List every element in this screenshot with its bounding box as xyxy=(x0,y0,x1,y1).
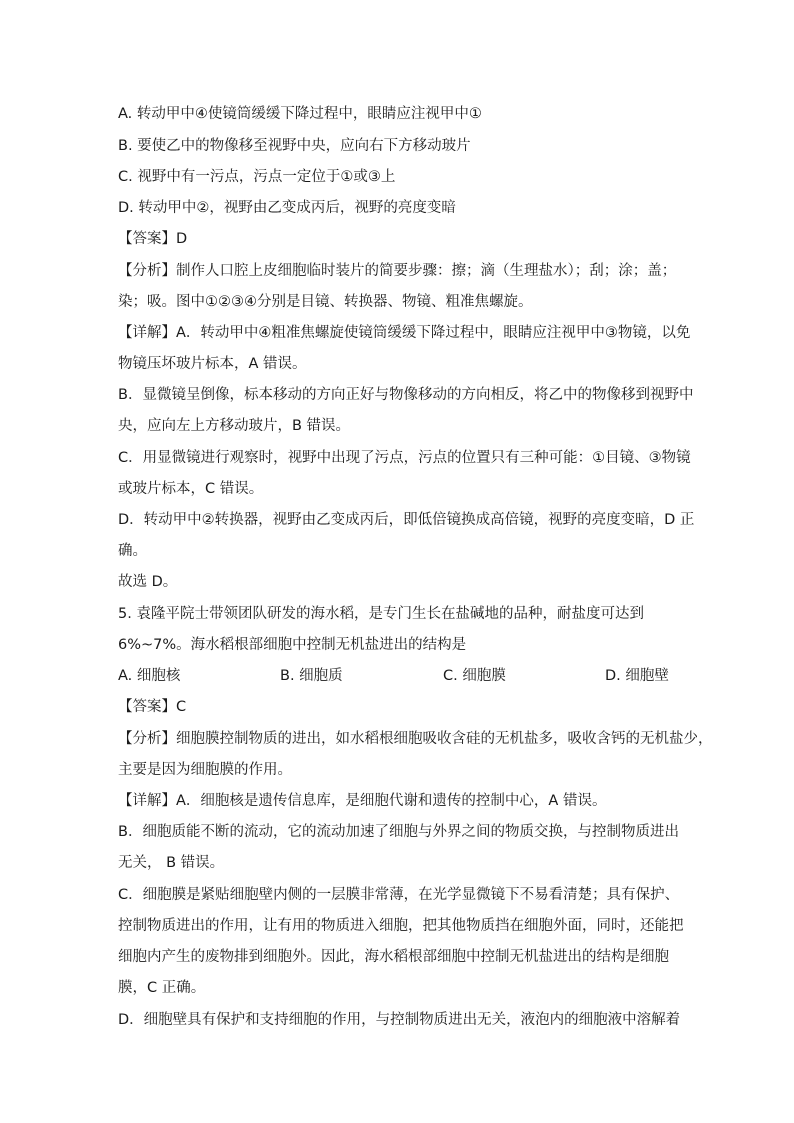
detail2-line-8: D．细胞壁具有保护和支持细胞的作用，与控制物质进出无关，液泡内的细胞液中溶解着 xyxy=(118,1012,681,1028)
question-5-line-1: 5. 袁隆平院士带领团队研发的海水稻，是专门生长在盐碱地的品种，耐盐度可达到 xyxy=(118,606,644,622)
answer-line-2: 【答案】C xyxy=(118,699,187,715)
detail-line-8: 确。 xyxy=(118,543,147,559)
q5-option-c: C. 细胞膜 xyxy=(443,668,506,684)
q5-option-a: A. 细胞核 xyxy=(118,668,181,684)
analysis2-line-1: 【分析】细胞膜控制物质的进出，如水稻根细胞吸收含硅的无机盐多，吸收含钙的无机盐少， xyxy=(118,731,713,747)
detail-line-7: D．转动甲中②转换器，视野由乙变成丙后，即低倍镜换成高倍镜，视野的亮度变暗，D 正 xyxy=(118,512,695,528)
question-5-options xyxy=(118,666,678,686)
detail-line-4: 央，应向左上方移动玻片，B 错误。 xyxy=(118,418,351,434)
analysis2-line-2: 主要是因为细胞膜的作用。 xyxy=(118,762,292,778)
option-c-text: C. 视野中有一污点，污点一定位于①或③上 xyxy=(118,169,396,185)
q5-option-b: B. 细胞质 xyxy=(280,668,343,684)
detail2-line-6: 细胞内产生的废物排到细胞外。因此，海水稻根部细胞中控制无机盐进出的结构是细胞 xyxy=(118,949,669,965)
detail-line-2: 物镜压坏玻片标本，A 错误。 xyxy=(118,356,307,372)
analysis-line-2: 染；吸。图中①②③④分别是目镜、转换器、物镜、粗准焦螺旋。 xyxy=(118,294,533,310)
q5-option-d: D. 细胞壁 xyxy=(605,668,669,684)
detail2-line-2: B．细胞质能不断的流动，它的流动加速了细胞与外界之间的物质交换，与控制物质进出 xyxy=(118,824,679,840)
detail-line-3: B．显微镜呈倒像，标本移动的方向正好与物像移动的方向相反，将乙中的物像移到视野中 xyxy=(118,387,694,403)
detail2-line-1: 【详解】A．细胞核是遗传信息库，是细胞代谢和遗传的控制中心，A 错误。 xyxy=(118,793,607,809)
detail2-line-4: C．细胞膜是紧贴细胞壁内侧的一层膜非常薄，在光学显微镜下不易看清楚；具有保护、 xyxy=(118,887,680,903)
detail2-line-7: 膜，C 正确。 xyxy=(118,980,206,996)
detail-line-6: 或玻片标本，C 错误。 xyxy=(118,481,264,497)
option-d-text: D. 转动甲中②，视野由乙变成丙后，视野的亮度变暗 xyxy=(118,200,456,216)
analysis-line-1: 【分析】制作人口腔上皮细胞临时装片的简要步骤：擦；滴（生理盐水）；刮；涂；盖； xyxy=(118,263,677,279)
question-5-line-2: 6%~7%。海水稻根部细胞中控制无机盐进出的结构是 xyxy=(118,637,467,653)
detail2-line-3: 无关， B 错误。 xyxy=(118,855,225,871)
detail-line-5: C．用显微镜进行观察时，视野中出现了污点，污点的位置只有三种可能：①目镜、③物镜 xyxy=(118,450,691,466)
detail2-line-5: 控制物质进出的作用，让有用的物质进入细胞，把其他物质挡在细胞外面，同时，还能把 xyxy=(118,918,684,934)
answer-line: 【答案】D xyxy=(118,231,188,247)
option-a-text: A. 转动甲中④使镜筒缓缓下降过程中，眼睛应注视甲中① xyxy=(118,106,482,122)
detail-line-1: 【详解】A．转动甲中④粗准焦螺旋使镜筒缓缓下降过程中，眼睛应注视甲中③物镜，以免 xyxy=(118,325,691,341)
conclusion-line: 故选 D。 xyxy=(118,574,178,590)
option-b-text: B. 要使乙中的物像移至视野中央，应向右下方移动玻片 xyxy=(118,138,471,154)
